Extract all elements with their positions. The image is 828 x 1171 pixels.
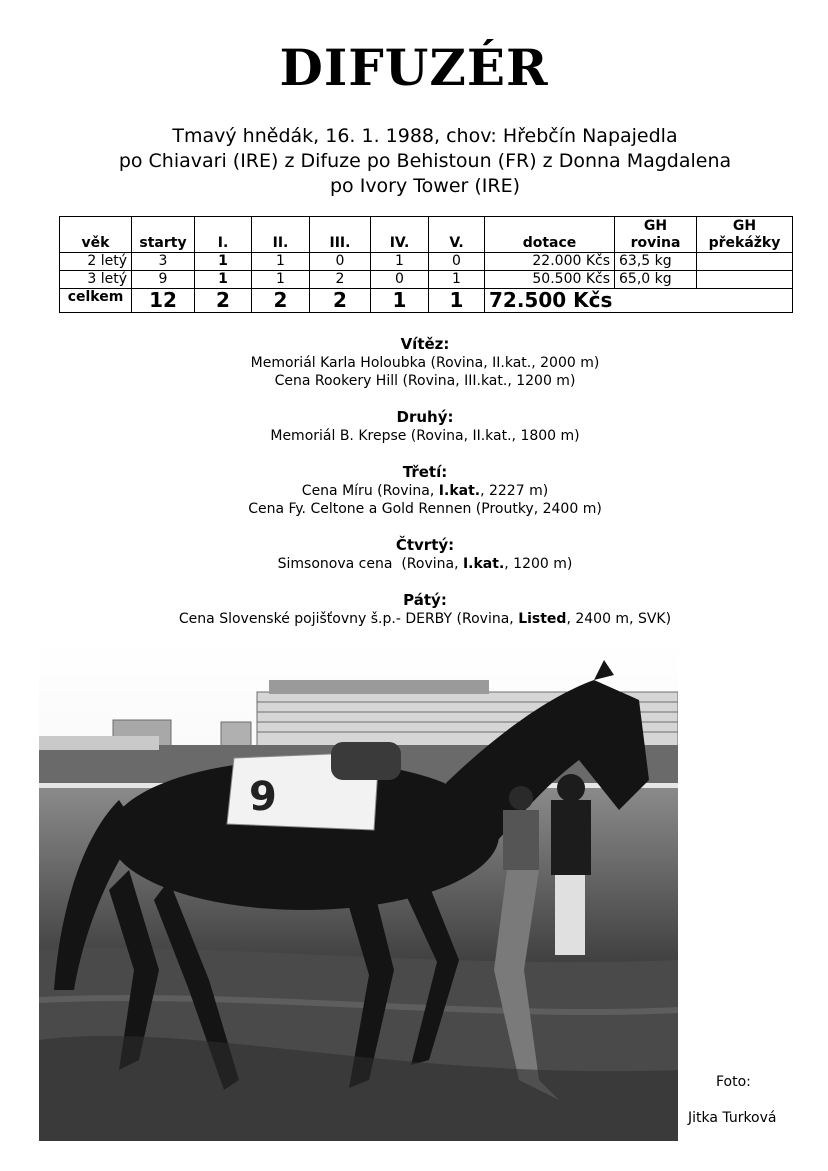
results-section-winner bbox=[0, 334, 828, 390]
results-section-third bbox=[0, 462, 828, 518]
race-line bbox=[0, 555, 828, 573]
table-row bbox=[60, 253, 793, 271]
race-category: I.kat. bbox=[438, 483, 481, 499]
results-heading: Vítěz: bbox=[400, 335, 450, 353]
race-category: I.kat. bbox=[462, 556, 505, 572]
col-header-age: věk bbox=[60, 217, 132, 253]
cell-gh-flat: 65,0 kg bbox=[615, 271, 697, 289]
cell-gh-jump bbox=[697, 271, 793, 289]
race-line: Memoriál Karla Holoubka (Rovina, II.kat., 2000 m) bbox=[250, 355, 600, 371]
table-header-row bbox=[60, 217, 793, 253]
cell-total-third: 2 bbox=[310, 289, 371, 313]
cell-total-label: celkem bbox=[60, 289, 132, 313]
col-header-third: III. bbox=[310, 217, 371, 253]
race-line bbox=[0, 610, 828, 628]
cell-total-prize: 72.500 Kčs bbox=[485, 289, 793, 313]
description-line: Tmavý hnědák, 16. 1. 1988, chov: Hřebčín Napajedla bbox=[172, 125, 678, 147]
cell-second: 1 bbox=[252, 253, 310, 271]
race-text: , 1200 m) bbox=[504, 556, 573, 572]
description-line: po Chiavari (IRE) z Difuze po Behistoun (FR) z Donna Magdalena bbox=[118, 150, 732, 172]
results-heading: Druhý: bbox=[396, 408, 454, 426]
bystander bbox=[551, 774, 591, 955]
cell-starts: 9 bbox=[132, 271, 195, 289]
race-text: , 2227 m) bbox=[480, 483, 549, 499]
results-heading: Pátý: bbox=[403, 591, 447, 609]
cell-first: 1 bbox=[195, 271, 252, 289]
cell-third: 0 bbox=[310, 253, 371, 271]
col-header-second: II. bbox=[252, 217, 310, 253]
results-section-fourth bbox=[0, 535, 828, 573]
race-text: Cena Slovenské pojišťovny š.p.- DERBY (Rovina, bbox=[178, 611, 519, 627]
race-line: Cena Fy. Celtone a Gold Rennen (Proutky, 2400 m) bbox=[248, 501, 602, 517]
race-text: Cena Míru (Rovina, bbox=[301, 483, 439, 499]
cell-fifth: 0 bbox=[429, 253, 485, 271]
race-line: Cena Rookery Hill (Rovina, III.kat., 1200 m) bbox=[274, 373, 576, 389]
cell-prize: 22.000 Kčs bbox=[485, 253, 615, 271]
cell-third: 2 bbox=[310, 271, 371, 289]
cell-starts: 3 bbox=[132, 253, 195, 271]
results-section-second bbox=[0, 407, 828, 445]
col-header-fifth: V. bbox=[429, 217, 485, 253]
saddlecloth-number: 9 bbox=[249, 774, 277, 820]
cell-prize: 50.500 Kčs bbox=[485, 271, 615, 289]
results-heading: Čtvrtý: bbox=[395, 536, 455, 554]
race-text: Simsonova cena (Rovina, bbox=[277, 556, 463, 572]
results-section-fifth bbox=[0, 590, 828, 628]
cell-gh-flat: 63,5 kg bbox=[615, 253, 697, 271]
cell-total-first: 2 bbox=[195, 289, 252, 313]
race-line: Memoriál B. Krepse (Rovina, II.kat., 1800 m) bbox=[270, 428, 580, 444]
race-line bbox=[0, 482, 828, 500]
race-category: Listed bbox=[518, 611, 567, 627]
description-line: po Ivory Tower (IRE) bbox=[329, 175, 520, 197]
table-row bbox=[60, 271, 793, 289]
cell-age: 2 letý bbox=[60, 253, 132, 271]
race-stats-table bbox=[59, 216, 793, 313]
col-header-starts: starty bbox=[132, 217, 195, 253]
col-header-gh-flat: GH rovina bbox=[615, 217, 697, 253]
cell-fifth: 1 bbox=[429, 271, 485, 289]
col-header-first: I. bbox=[195, 217, 252, 253]
horse-photo bbox=[39, 640, 678, 1141]
col-header-gh-jump: GH překážky bbox=[697, 217, 793, 253]
photo-credit-label: Foto: bbox=[716, 1074, 751, 1090]
col-header-fourth: IV. bbox=[371, 217, 429, 253]
horse-description bbox=[0, 124, 828, 199]
cell-age: 3 letý bbox=[60, 271, 132, 289]
results-heading: Třetí: bbox=[402, 463, 448, 481]
cell-total-fourth: 1 bbox=[371, 289, 429, 313]
race-results bbox=[0, 334, 828, 645]
photo-credit-name: Jitka Turková bbox=[688, 1110, 777, 1126]
cell-gh-jump bbox=[697, 253, 793, 271]
table-total-row bbox=[60, 289, 793, 313]
col-header-prize: dotace bbox=[485, 217, 615, 253]
horse-name: DIFUZÉR bbox=[279, 38, 549, 97]
cell-total-starts: 12 bbox=[132, 289, 195, 313]
cell-first: 1 bbox=[195, 253, 252, 271]
race-text: , 2400 m, SVK) bbox=[566, 611, 672, 627]
cell-total-second: 2 bbox=[252, 289, 310, 313]
cell-second: 1 bbox=[252, 271, 310, 289]
cell-fourth: 0 bbox=[371, 271, 429, 289]
cell-fourth: 1 bbox=[371, 253, 429, 271]
cell-total-fifth: 1 bbox=[429, 289, 485, 313]
